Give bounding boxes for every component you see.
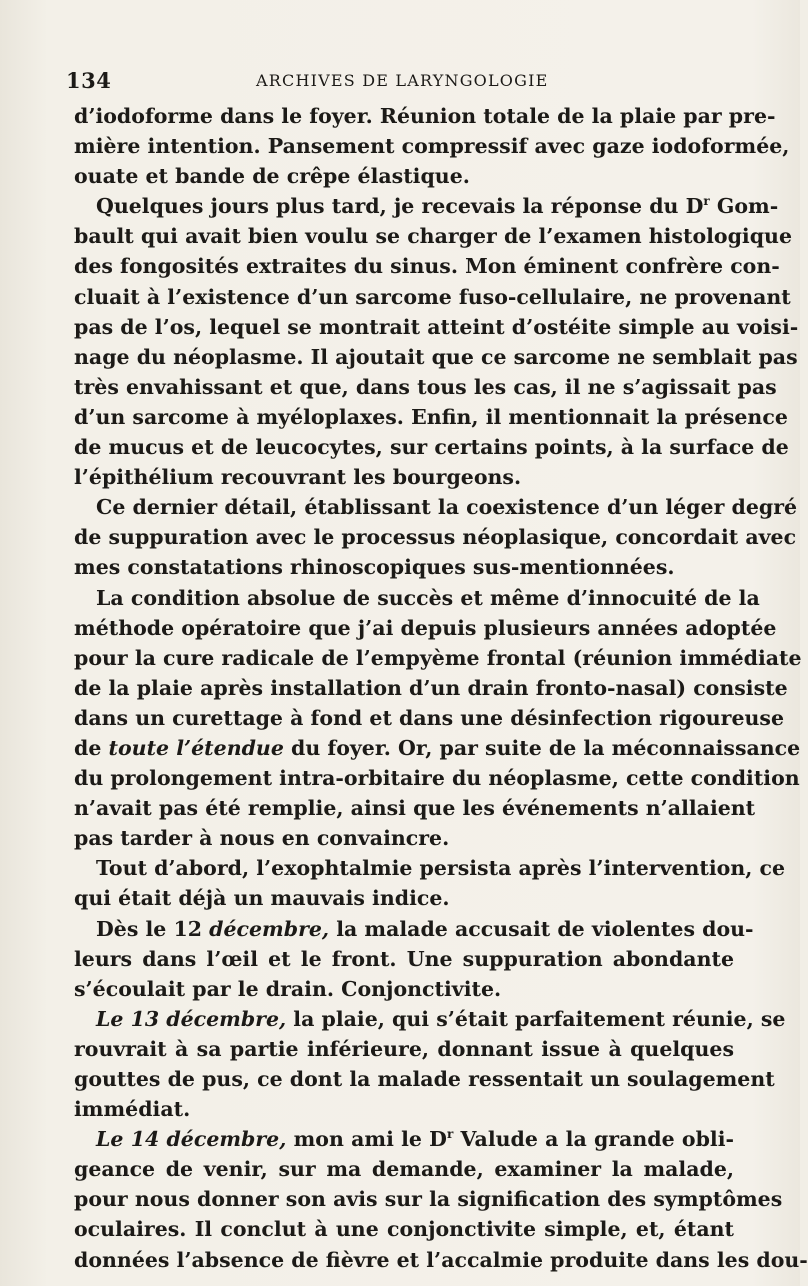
text-line — [74, 944, 734, 974]
text-line — [74, 1094, 734, 1124]
text-line — [74, 342, 798, 372]
line-em: Le 14 décembre, — [96, 1127, 287, 1152]
line-t: s’écoulait par le drain. Conjonctivite. — [74, 976, 502, 1001]
line-t: mière intention. Pansement compressif avec gaze iodoformée, — [74, 134, 790, 159]
line-em: Le 13 décembre, — [96, 1006, 287, 1031]
line-t: Tout d’abord, l’exophtalmie persista après l’intervention, ce — [96, 856, 786, 881]
line-t: qui était déjà un mauvais indice. — [74, 886, 450, 911]
text-line — [74, 432, 789, 462]
text-line — [74, 763, 800, 793]
text-line — [74, 462, 734, 492]
text-line — [74, 552, 734, 582]
line-t: d’iodoforme dans le foyer. Réunion totale de la plaie par pre- — [74, 104, 776, 128]
text-line — [74, 914, 754, 944]
line-t: gouttes de pus, ce dont la malade ressentait un soulagement — [74, 1067, 775, 1091]
text-line — [74, 1245, 808, 1275]
line-t: de la plaie après installation d’un drain fronto-nasal) consiste — [74, 675, 788, 700]
line-t: Dès le 12 — [96, 916, 210, 941]
text-line — [74, 1004, 786, 1034]
running-title: ARCHIVES DE LARYNGOLOGIE — [256, 71, 549, 90]
text-line — [74, 372, 777, 402]
text-line — [74, 522, 797, 552]
line-after: mon ami le D — [286, 1127, 447, 1152]
text-line — [74, 733, 801, 763]
text-line — [74, 131, 790, 161]
line-t: méthode opératoire que j’ai depuis plusieurs années adoptée — [74, 615, 777, 640]
line-t: nage du néoplasme. Il ajoutait que ce sarcome ne semblait pas — [74, 344, 798, 369]
text-line — [74, 251, 780, 281]
line-t: pour nous donner son avis sur la signification des symptômes — [74, 1187, 783, 1212]
line-t: dans un curettage à fond et dans une désinfection rigoureuse — [74, 705, 784, 730]
line-em: décembre, — [209, 916, 330, 941]
line-t: cluait à l’existence d’un sarcome fuso-cellulaire, ne provenant — [74, 284, 791, 309]
line-t: immédiat. — [74, 1097, 191, 1122]
line-t: d’un sarcome à myéloplaxes. Enfin, il mentionnait la présence — [74, 404, 788, 429]
text-line — [74, 643, 802, 673]
line-t: Ce dernier détail, établissant la coexistence d’un léger degré — [96, 495, 798, 520]
line-t: pas de l’os, lequel se montrait atteint d’ostéite simple au voisi- — [74, 314, 799, 339]
line-sup: r — [446, 1127, 454, 1142]
line-sup: r — [703, 194, 710, 209]
line-t: geance de venir, sur ma demande, examiner la malade, — [74, 1157, 734, 1182]
text-line — [74, 1214, 734, 1244]
line-t: bault qui avait bien voulu se charger de l’examen histologique — [74, 224, 792, 249]
text-line — [74, 1064, 775, 1094]
line-t: ouate et bande de crêpe élastique. — [74, 164, 470, 189]
text-line — [74, 974, 734, 1004]
text-line — [74, 191, 779, 221]
text-line — [74, 492, 798, 522]
line-t: leurs dans l’œil et le front. Une suppuration abondante — [74, 946, 734, 971]
line-t: des fongosités extraites du sinus. Mon éminent confrère con- — [74, 254, 780, 279]
page-header — [66, 68, 746, 96]
line-t: La condition absolue de succès et même d’innocuité de la — [96, 585, 760, 610]
text-line — [74, 793, 756, 823]
line-t: très envahissant et que, dans tous les cas, il ne s’agissait pas — [74, 374, 777, 399]
text-line — [74, 1034, 734, 1064]
line-t: oculaires. Il conclut à une conjonctivite simple, et, étant — [74, 1217, 734, 1242]
text-line — [74, 583, 760, 613]
text-line — [74, 673, 788, 703]
text-line — [74, 883, 734, 913]
line-after2: Valude a la grande obli- — [453, 1127, 734, 1152]
text-line — [74, 101, 776, 131]
line-t: de mucus et de leucocytes, sur certains points, à la surface de — [74, 435, 789, 460]
line-t: n’avait pas été remplie, ainsi que les événements n’allaient — [74, 796, 756, 821]
text-line — [74, 1154, 734, 1184]
line-t: pour la cure radicale de l’empyème frontal (réunion immédiate — [74, 645, 802, 670]
line-t: pas tarder à nous en convaincre. — [74, 826, 450, 851]
text-line — [74, 823, 734, 853]
text-line — [74, 221, 792, 251]
text-line — [74, 1184, 783, 1214]
text-line — [74, 402, 788, 432]
text-line — [74, 1124, 734, 1154]
text-line — [74, 703, 784, 733]
line-after: la plaie, qui s’était parfaitement réunie, se — [286, 1006, 786, 1031]
line-t: mes constatations rhinoscopiques sus-mentionnées. — [74, 555, 675, 580]
page-number: 134 — [66, 68, 112, 93]
line-t: rouvrait à sa partie inférieure, donnant issue à quelques — [74, 1036, 734, 1061]
text-line — [74, 613, 777, 643]
line-t: de suppuration avec le processus néoplasique, concordait avec — [74, 525, 797, 550]
line-em: toute l’étendue — [108, 735, 284, 760]
line-t: de — [74, 735, 109, 760]
text-line — [74, 282, 791, 312]
line-t: Quelques jours plus tard, je recevais la réponse du D — [96, 194, 704, 219]
line-after: du foyer. Or, par suite de la méconnaissance — [283, 735, 801, 760]
line-t: données l’absence de fièvre et l’accalmie produite dans les dou- — [74, 1247, 808, 1272]
line-after: Gom- — [709, 194, 779, 219]
text-line — [74, 161, 734, 191]
text-line — [74, 312, 799, 342]
text-line — [74, 853, 786, 883]
line-t: l’épithélium recouvrant les bourgeons. — [74, 465, 522, 490]
line-after: la malade accusait de violentes dou- — [329, 916, 754, 941]
body-text — [74, 101, 808, 1275]
line-t: du prolongement intra-orbitaire du néoplasme, cette condition — [74, 766, 800, 791]
